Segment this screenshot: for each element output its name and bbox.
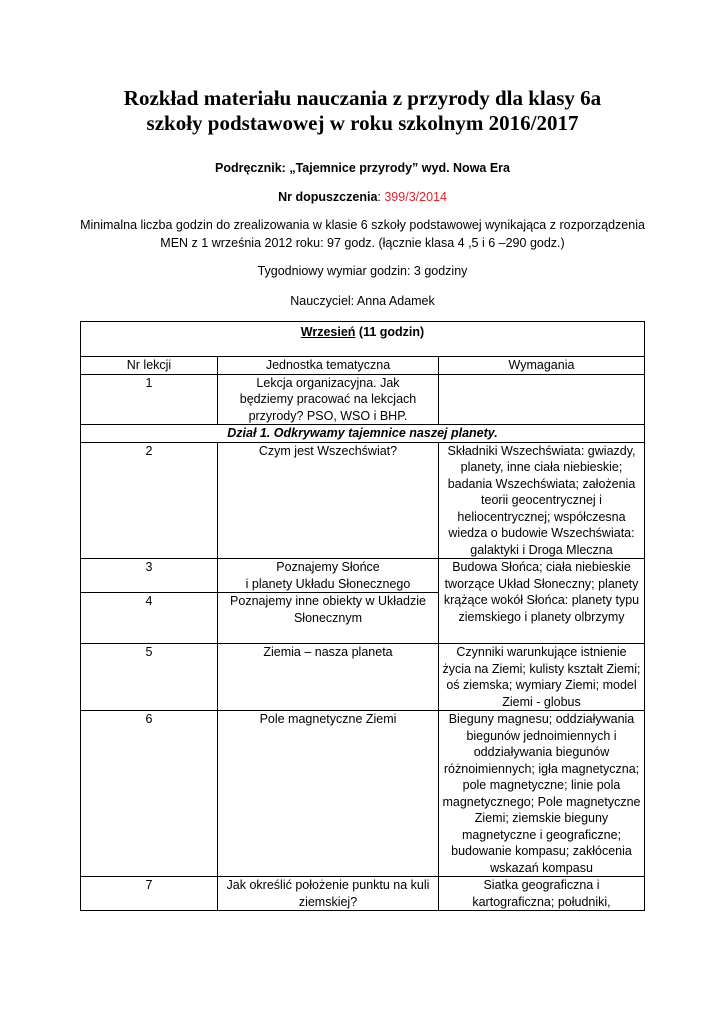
approval-line [60,188,665,206]
column-header-row [81,357,645,375]
approval-label: Nr dopuszczenia [278,190,378,204]
month-hours: (11 godzin) [355,325,425,339]
hours-info [60,216,665,252]
lesson-unit-line-2: i planety Układu Słonecznego [245,576,411,591]
lesson-number: 6 [81,711,218,877]
title-line-2: szkoły podstawowej w roku szkolnym 2016/2017 [146,111,579,135]
month-header [81,322,645,357]
schedule-table [80,321,645,911]
hours-info-line-2: MEN z 1 września 2012 roku: 97 godz. (łącznie klasa 4 ,5 i 6 –290 godz.) [160,236,565,250]
title-line-1: Rozkład materiału nauczania z przyrody dla klasy 6a [123,86,602,110]
month-row [81,322,645,357]
lesson-unit-line-1: Poznajemy Słońce [276,560,380,574]
table-row [81,374,645,425]
table-row [81,442,645,559]
lesson-number: 7 [81,877,218,911]
lesson-requirements: Bieguny magnesu; oddziaływania biegunów jednoimiennych i oddziaływania biegunów różnoimiennych; igła magnetyczna; pole magnetyczne; linie pola magnetycznego; Pole magnetyczne Ziemi; ziemskie bieguny magnetyczne i geograficzne; budowanie kompasu; zakłócenia wskazań kompasu [439,711,645,877]
section-title: Dział 1. Odkrywamy tajemnice naszej planety. [81,425,645,443]
lesson-unit: Ziemia – nasza planeta [218,644,439,711]
hours-info-line-1: Minimalna liczba godzin do zrealizowania w klasie 6 szkoły podstawowej wynikająca z rozporządzenia [80,218,645,232]
lesson-number: 2 [81,442,218,559]
lesson-unit: Lekcja organizacyjna. Jak będziemy pracować na lekcjach przyrody? PSO, WSO i BHP. [218,374,439,425]
approval-number: 399/3/2014 [384,190,447,204]
lesson-requirements [439,374,645,425]
lesson-number: 5 [81,644,218,711]
lesson-requirements-line-1: Czynniki warunkujące istnienie życia na Ziemi; kulisty kształt Ziemi; [442,645,641,676]
lesson-unit: Jak określić położenie punktu na kuli ziemskiej? [218,877,439,911]
table-row [81,877,645,911]
document-title [0,86,725,136]
lesson-requirements-line-2: oś ziemska; wymiary Ziemi; model Ziemi - globus [446,678,637,709]
lesson-unit [218,559,439,593]
month-name: Wrzesień [300,325,356,339]
lesson-requirements: Składniki Wszechświata: gwiazdy, planety, inne ciała niebieskie; badania Wszechświata; założenia teorii geocentrycznej i heliocentrycznej; współczesna wiedza o budowie Wszechświata: galaktyki i Droga Mleczna [439,442,645,559]
lesson-requirements: Siatka geograficzna i kartograficzna; południki, [439,877,645,911]
table-row [81,644,645,711]
lesson-unit: Czym jest Wszechświat? [218,442,439,559]
column-header-nr: Nr lekcji [81,357,218,375]
lesson-requirements: Budowa Słońca; ciała niebieskie tworzące Układ Słoneczny; planety krążące wokół Słońca: planety typu ziemskiego i planety olbrzymy [439,559,645,644]
lesson-unit: Poznajemy inne obiekty w Układzie Słonecznym [218,593,439,644]
table-row [81,559,645,593]
teacher-line: Nauczyciel: Anna Adamek [290,294,435,308]
table-row [81,711,645,877]
column-header-unit: Jednostka tematyczna [218,357,439,375]
lesson-requirements [439,644,645,711]
weekly-hours: Tygodniowy wymiar godzin: 3 godziny [257,264,468,278]
lesson-number: 4 [81,593,218,644]
textbook-line: Podręcznik: „Tajemnice przyrody” wyd. Nowa Era [215,161,510,175]
lesson-number: 1 [81,374,218,425]
lesson-unit: Pole magnetyczne Ziemi [218,711,439,877]
section-row [81,425,645,443]
approval-separator: : [377,190,385,204]
column-header-requirements: Wymagania [439,357,645,375]
lesson-number: 3 [81,559,218,593]
